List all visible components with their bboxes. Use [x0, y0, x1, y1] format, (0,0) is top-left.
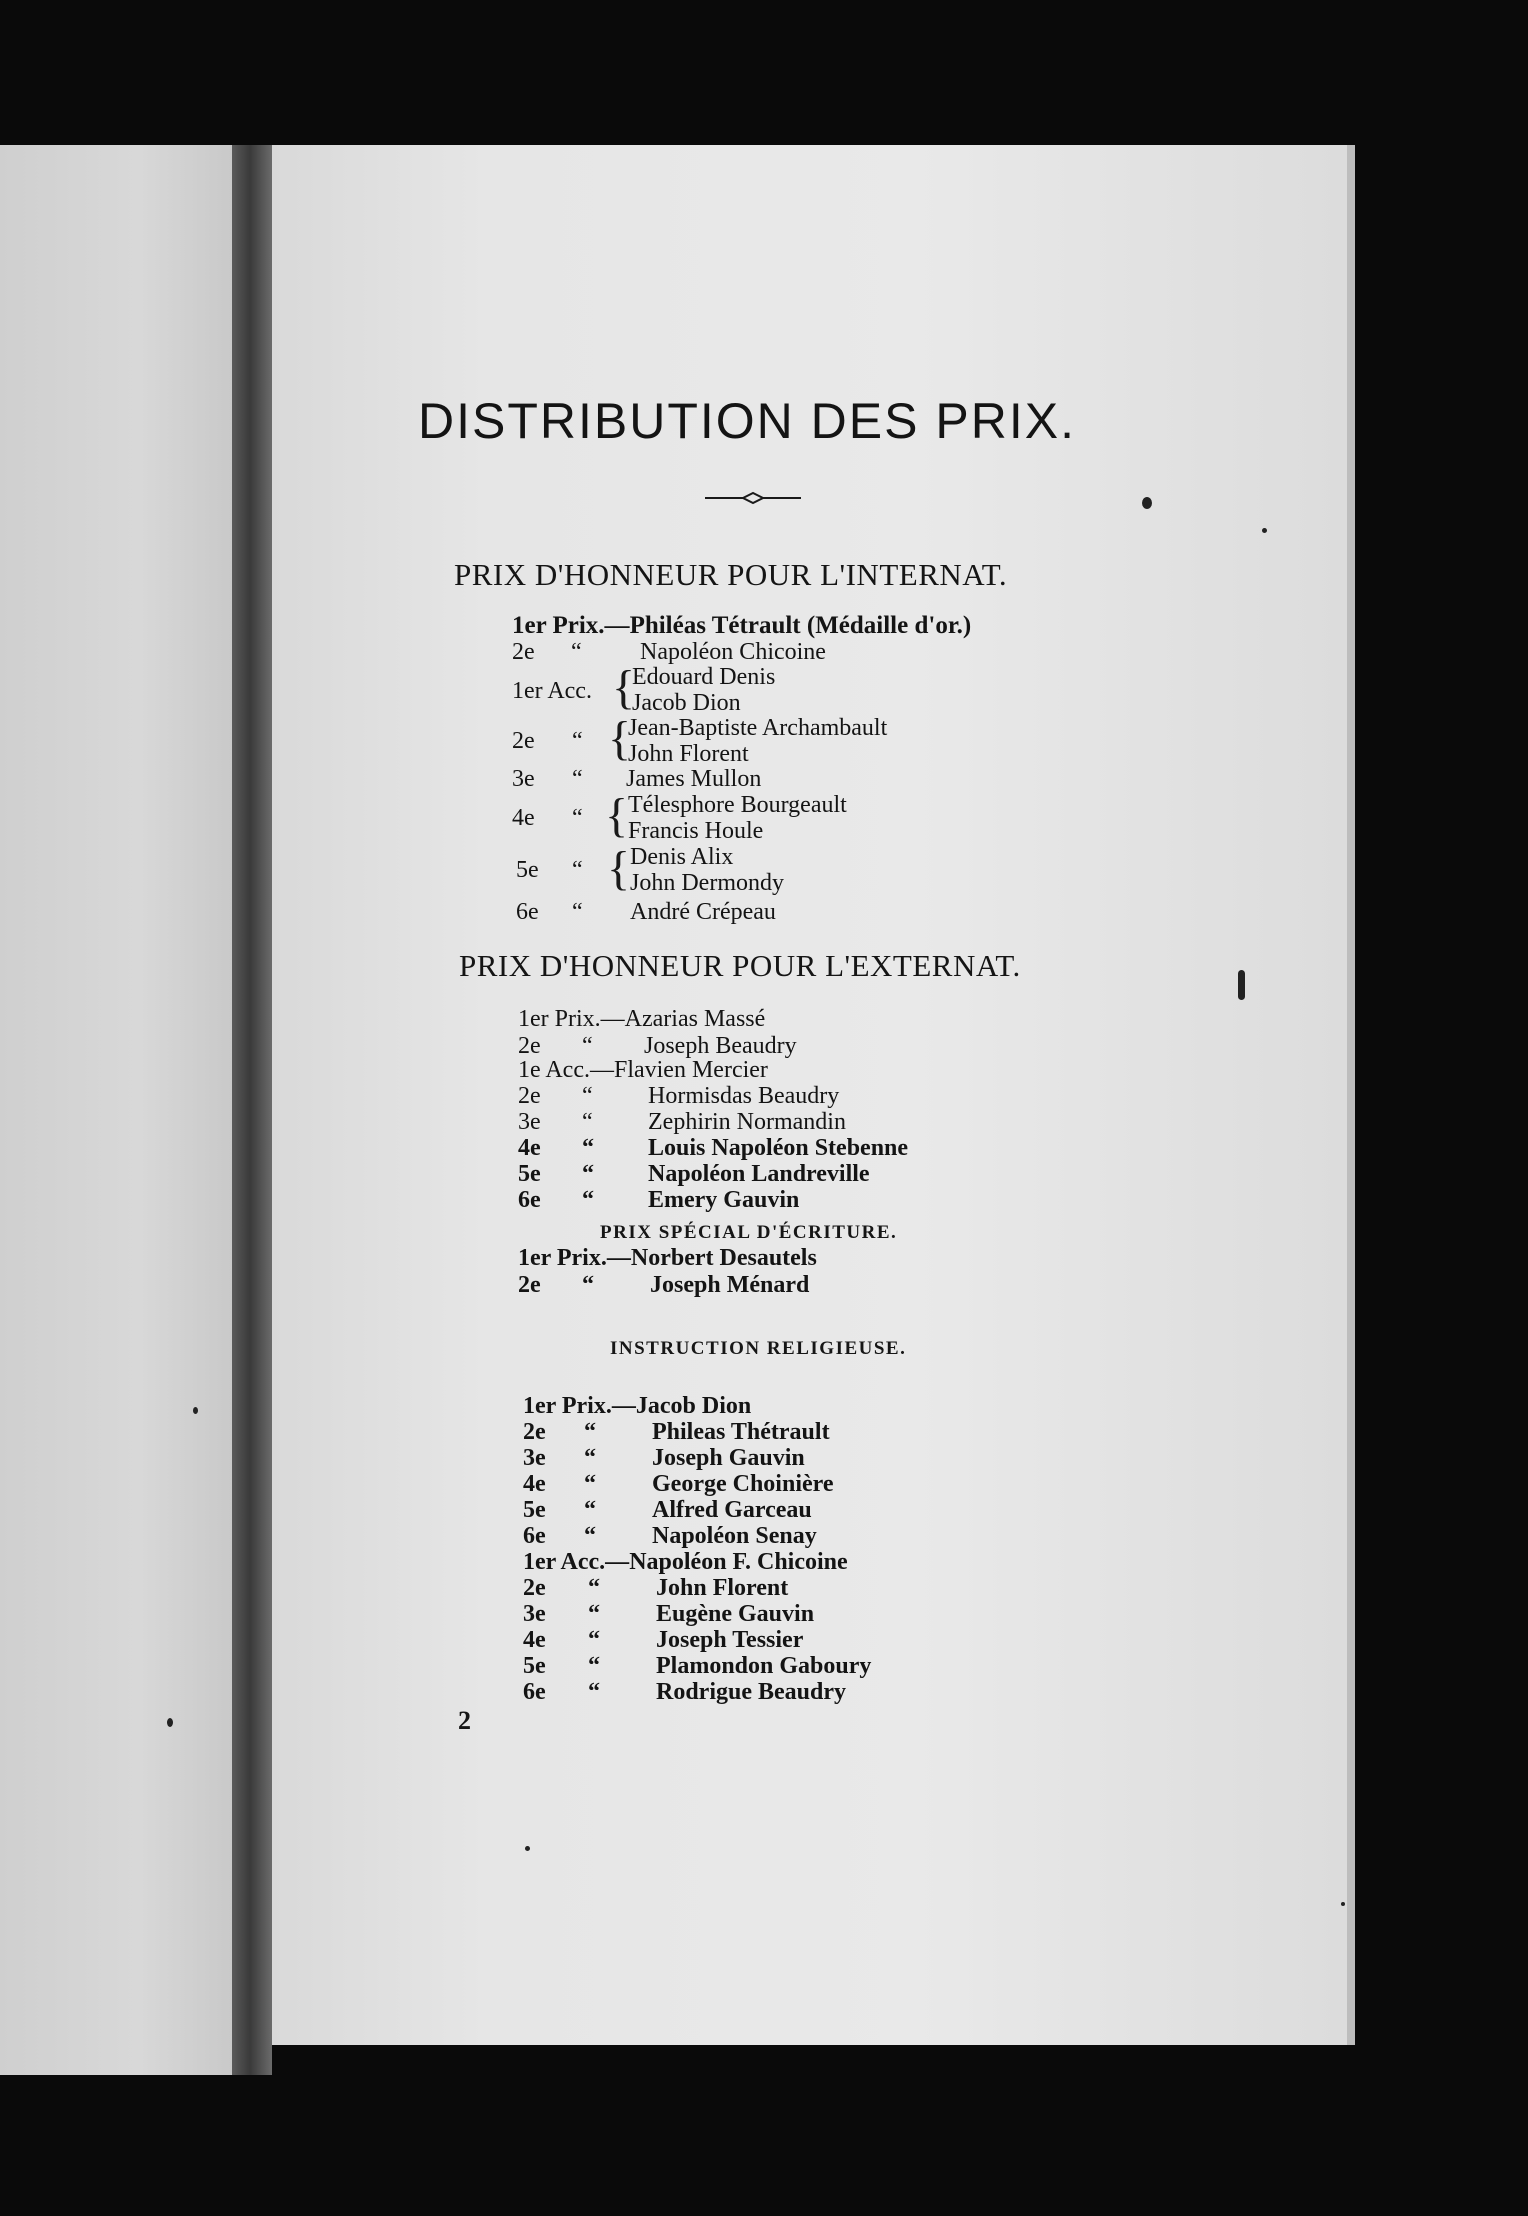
winner-name: Jacob Dion: [632, 690, 741, 716]
winner-name: Joseph Gauvin: [652, 1445, 805, 1471]
winner-name: George Choinière: [652, 1471, 834, 1497]
list-item: [518, 1007, 765, 1031]
rank-label: 3e: [523, 1601, 546, 1627]
rank-label: 1er Prix.—: [518, 1006, 625, 1032]
rank-label: 1er Prix.—: [518, 1245, 631, 1271]
ditto-mark: “: [582, 1135, 594, 1161]
winner-name: Napoléon Landreville: [648, 1161, 870, 1187]
ditto-mark: “: [572, 766, 583, 792]
section-heading-religion: INSTRUCTION RELIGIEUSE.: [610, 1338, 907, 1359]
ditto-mark: “: [588, 1679, 600, 1705]
winner-name: Flavien Mercier: [613, 1057, 768, 1083]
winner-name: Eugène Gauvin: [656, 1601, 815, 1627]
rank-label: 2e: [518, 1272, 541, 1298]
rank-label: 5e: [523, 1497, 546, 1523]
ditto-mark: “: [584, 1497, 596, 1523]
ditto-mark: “: [588, 1575, 600, 1601]
winner-name: Napoléon F. Chicoine: [629, 1549, 848, 1575]
ditto-mark: “: [572, 857, 583, 883]
rank-label: 6e: [516, 899, 539, 925]
rank-label: 3e: [518, 1109, 541, 1135]
rank-label: 4e: [523, 1471, 546, 1497]
rank-label: 2e: [518, 1033, 541, 1059]
ditto-mark: “: [572, 899, 583, 925]
list-item: [512, 613, 971, 638]
winner-name: André Crépeau: [630, 899, 776, 925]
rank-label: 3e: [523, 1445, 546, 1471]
ditto-mark: “: [584, 1471, 596, 1497]
scan-speck: [1341, 1902, 1345, 1906]
ditto-mark: “: [582, 1109, 593, 1135]
rank-label: 1er Acc.: [512, 678, 592, 704]
winner-name: John Dermondy: [630, 870, 784, 896]
brace-icon: {: [608, 712, 632, 765]
list-item: [523, 1394, 751, 1418]
winner-name: Francis Houle: [628, 818, 764, 844]
winner-name: Louis Napoléon Stebenne: [648, 1135, 909, 1161]
ditto-mark: “: [582, 1272, 594, 1298]
rank-label: 6e: [523, 1679, 546, 1705]
page-edge: [1347, 145, 1355, 2045]
rank-label: 5e: [516, 857, 539, 883]
rank-label: 5e: [518, 1161, 541, 1187]
winner-name: Philéas Tétrault (Médaille d'or.): [629, 612, 972, 639]
rank-label: 2e: [512, 639, 535, 665]
page-title: DISTRIBUTION DES PRIX.: [418, 393, 1076, 449]
ditto-mark: “: [582, 1187, 594, 1213]
page-number: 2: [458, 1706, 471, 1735]
winner-name: Télesphore Bourgeault: [628, 792, 847, 818]
rank-label: 2e: [523, 1419, 546, 1445]
ditto-mark: “: [582, 1161, 594, 1187]
winner-name: Joseph Beaudry: [644, 1033, 797, 1059]
winner-name: Joseph Tessier: [656, 1627, 804, 1653]
scan-speck: [525, 1846, 530, 1851]
ditto-mark: “: [584, 1419, 596, 1445]
list-item: [512, 640, 535, 664]
rank-label: 6e: [518, 1187, 541, 1213]
winner-name: Denis Alix: [630, 844, 734, 870]
brace-icon: {: [607, 842, 631, 895]
winner-name: Phileas Thétrault: [652, 1419, 830, 1445]
list-item: [518, 1058, 768, 1082]
ditto-mark: “: [588, 1601, 600, 1627]
winner-name: Jacob Dion: [635, 1393, 752, 1419]
winner-name: John Florent: [656, 1575, 789, 1601]
scan-speck: [1262, 528, 1267, 533]
winner-name: Edouard Denis: [632, 664, 776, 690]
rank-label: 4e: [518, 1135, 541, 1161]
ditto-mark: “: [572, 728, 583, 754]
scan-speck: [193, 1407, 198, 1414]
ditto-mark: “: [584, 1523, 596, 1549]
section-heading-internat: PRIX D'HONNEUR POUR L'INTERNAT.: [454, 557, 1008, 592]
rank-label: 1e Acc.—: [518, 1057, 614, 1083]
rank-label: 1er Prix.—: [512, 612, 630, 639]
winner-name: Emery Gauvin: [648, 1187, 800, 1213]
ditto-mark: “: [572, 805, 583, 831]
ornament-divider-icon: [705, 490, 801, 506]
scan-speck: [1142, 497, 1152, 509]
ditto-mark: “: [582, 1033, 593, 1059]
winner-name: Jean-Baptiste Archambault: [628, 715, 888, 741]
section-heading-externat: PRIX D'HONNEUR POUR L'EXTERNAT.: [459, 948, 1021, 983]
rank-label: 5e: [523, 1653, 546, 1679]
brace-icon: {: [605, 789, 629, 842]
winner-name: Napoléon Senay: [652, 1523, 817, 1549]
section-heading-ecriture: PRIX SPÉCIAL D'ÉCRITURE.: [600, 1222, 898, 1243]
winner-name: Joseph Ménard: [650, 1272, 810, 1298]
rank-label: 6e: [523, 1523, 546, 1549]
ditto-mark: “: [584, 1445, 596, 1471]
list-item: [523, 1550, 848, 1574]
ditto-mark: “: [582, 1083, 593, 1109]
ditto-mark: “: [588, 1653, 600, 1679]
rank-label: 2e: [512, 728, 535, 754]
rank-label: 4e: [512, 805, 535, 831]
rank-label: 1er Prix.—: [523, 1393, 636, 1419]
rank-label: 1er Acc.—: [523, 1549, 630, 1575]
rank-label: 2e: [523, 1575, 546, 1601]
scan-speck: [167, 1718, 173, 1727]
book-gutter: [232, 145, 272, 2075]
rank-label: 2e: [518, 1083, 541, 1109]
rank-label: 3e: [512, 766, 535, 792]
left-page: [0, 145, 232, 2075]
brace-icon: {: [612, 661, 636, 714]
winner-name: Rodrigue Beaudry: [656, 1679, 847, 1705]
winner-name: Napoléon Chicoine: [640, 639, 826, 665]
winner-name: Alfred Garceau: [652, 1497, 812, 1523]
ditto-mark: “: [588, 1627, 600, 1653]
winner-name: Zephirin Normandin: [648, 1109, 846, 1135]
ditto-mark: “: [571, 639, 582, 665]
winner-name: James Mullon: [626, 766, 762, 792]
list-item: [518, 1246, 817, 1270]
rank-label: 4e: [523, 1627, 546, 1653]
winner-name: John Florent: [628, 741, 749, 767]
scan-speck: [1238, 970, 1245, 1000]
winner-name: Hormisdas Beaudry: [648, 1083, 840, 1109]
winner-name: Norbert Desautels: [630, 1245, 817, 1271]
winner-name: Azarias Massé: [624, 1006, 766, 1032]
winner-name: Plamondon Gaboury: [656, 1653, 872, 1679]
